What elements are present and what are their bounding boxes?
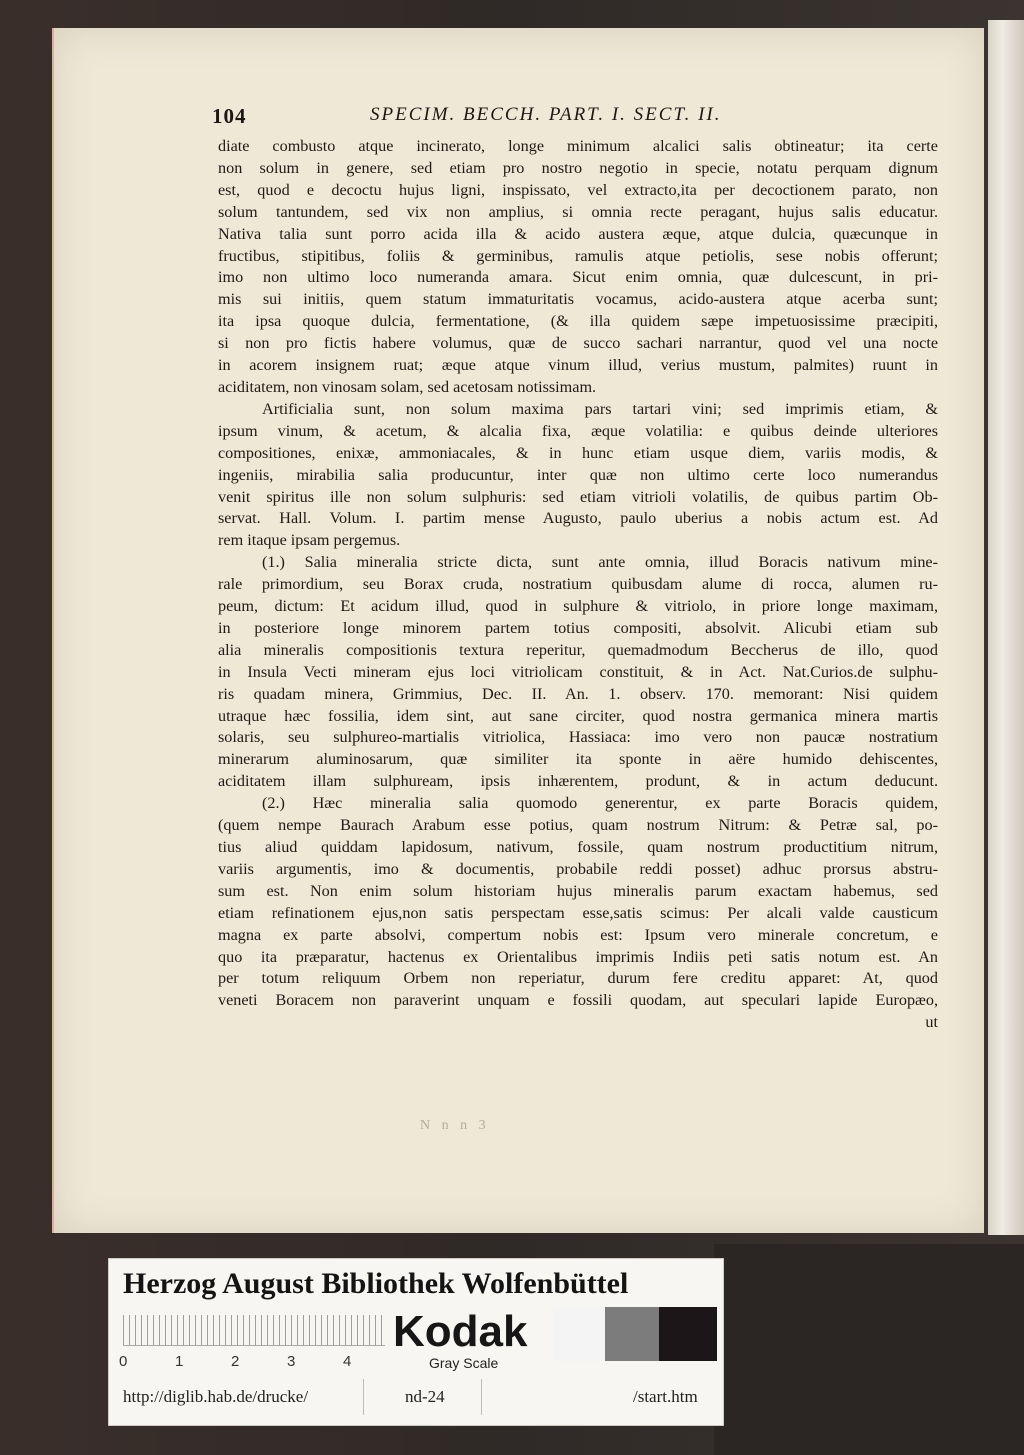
text-line: alia mineralis compositionis textura reperitur, quemadmodum Beccherus de illo, quod — [218, 640, 938, 659]
text-line: ingeniis, mirabilia salia producuntur, inter quæ non ultimo certe loco numerandus — [218, 465, 938, 484]
dark-margin — [714, 1244, 1024, 1455]
kodak-logo: Kodak — [393, 1307, 528, 1356]
text-line: per totum reliquum Orbem non reperiatur, durum fere creditu apparet: At, quod — [218, 969, 938, 988]
text-line: solaris, seu sulphureo-martialis vitriolica, Hassiaca: imo vero non paucæ nostratium — [218, 728, 938, 747]
text-line: utraque hæc fossilia, idem sint, aut sane circiter, quod nostra germanica minera martis — [218, 706, 938, 725]
text-line: magna ex parte absolvi, compertum nobis est: Ipsum vero minerale concretum, e — [218, 925, 938, 944]
page-number: 104 — [212, 104, 247, 128]
text-line: mis sui initiis, quem statum immaturitatis vocamus, acido-austera atque acerba sunt; — [218, 290, 938, 309]
library-name: Herzog August Bibliothek Wolfenbüttel — [123, 1267, 629, 1300]
text-line: etiam refinationem ejus,non satis perspectam esse,satis scimus: Per alcali valde causticum — [218, 903, 938, 922]
url-right: /start.htm — [633, 1387, 698, 1406]
gray-swatch-dark — [659, 1307, 717, 1361]
ruler-tick: 4 — [343, 1353, 352, 1370]
text-line: aciditatem, non vinosam solam, sed acetosam notissimam. — [218, 377, 597, 396]
text-line: (quem nempe Baurach Arabum esse potius, quam nostrum Nitrum: & Petræ sal, po- — [218, 816, 938, 835]
text-line: diate combusto atque incinerato, longe minimum alcalici salis obtineatur; ita certe — [218, 137, 938, 155]
text-line: fructibus, stipitibus, foliis & germinibus, ramulis atque petiolis, sese nobis offerunt; — [218, 246, 938, 265]
text-line: in Insula Vecti mineram ejus loci vitriolicam constituit, & in Act. Nat.Curios.de sulphu- — [218, 662, 938, 681]
text-line: sum est. Non enim solum historiam hujus mineralis parum exactam habemus, sed — [218, 881, 938, 900]
text-line: venit spiritus ille non solum sulphuris: sed etiam vitrioli volatilis, de quibus partim Ob- — [218, 487, 938, 506]
text-line: est, quod e decoctu hujus ligni, inspissato, vel extracto,ita per decoctionem parato, non — [218, 180, 938, 199]
text-line: Artificialia sunt, non solum maxima pars tartari vini; sed imprimis etiam, & — [262, 399, 938, 418]
scale-ruler — [123, 1315, 385, 1346]
text-line: peum, dictum: Et acidum illud, quod in sulphure & vitriolo, in priore longe maximam, — [218, 597, 938, 616]
text-line: (2.) Hæc mineralia salia quomodo generentur, ex parte Boracis quidem, — [262, 794, 938, 813]
text-line: quo ita præparatur, hactenus ex Orientalibus imprimis Indiis peti satis notum est. An — [218, 947, 938, 966]
text-line: variis argumentis, imo & documentis, probabile reddi posset) adhuc prorsus abstru- — [218, 859, 938, 878]
gray-swatch-light — [553, 1307, 605, 1361]
url-left: http://diglib.hab.de/drucke/ — [123, 1387, 309, 1406]
text-line: aciditatem illam sulphuream, ipsis inhærentem, produnt, & in actum deducunt. — [218, 772, 938, 791]
text-line: in acorem insignem ruat; æque atque vinum illud, verius mustum, palmites) ruunt in — [218, 356, 938, 375]
text-line: Nativa talia sunt porro acida illa & acido austera æque, atque dulcia, quæcunque in — [218, 224, 938, 243]
gray-scale-label: Gray Scale — [429, 1355, 499, 1371]
facing-page-edge — [988, 20, 1024, 1235]
text-line: ris quadam minera, Grimmius, Dec. II. An. 1. observ. 170. memorant: Nisi quidem — [218, 684, 938, 703]
catchword: ut — [925, 1013, 938, 1032]
separator — [481, 1379, 482, 1415]
text-line: rale primordium, seu Borax cruda, nostratium quibusdam alume di rocca, alumen ru- — [218, 575, 938, 594]
text-line: tius aliud quiddam lapidosum, nativum, fossile, quam nostrum productitium nitrum, — [218, 838, 938, 856]
text-line: non solum in genere, sed etiam pro nostro negotio in specie, notatu perquam dignum — [218, 158, 938, 177]
ruler-tick: 3 — [287, 1353, 296, 1370]
text-line: imo non ultimo loco numeranda amara. Sicut enim omnia, quæ dulcescunt, in pri- — [218, 268, 938, 287]
text-line: in posteriore longe minorem partem totius compositi, absolvit. Alicubi etiam sub — [218, 618, 938, 637]
text-line: compositiones, enixæ, ammoniacales, & in hunc etiam usque diem, variis modis, & — [218, 443, 938, 462]
gray-swatch-mid — [605, 1307, 659, 1361]
color-target-card — [108, 1258, 724, 1426]
text-line: rem itaque ipsam pergemus. — [218, 531, 401, 550]
ruler-tick: 1 — [175, 1353, 184, 1370]
text-line: veneti Boracem non paraverint unquam e fossili quodam, aut speculari lapide Europæo, — [218, 991, 938, 1010]
text-line: minerarum aluminosarum, quæ similiter ita sponte in aëre humido dehiscentes, — [218, 750, 938, 769]
signature-mark: N n n 3 — [420, 1118, 490, 1133]
ruler-tick: 2 — [231, 1353, 240, 1370]
body-text — [218, 136, 938, 1034]
url-mid: nd-24 — [405, 1387, 445, 1406]
text-line: (1.) Salia mineralia stricte dicta, sunt ante omnia, illud Boracis nativum mine- — [262, 553, 938, 572]
text-line: si non pro fictis habere volumus, quæ de succo sachari narrantur, quod vel una nocte — [218, 334, 938, 353]
text-line: solum tantundem, sed vix non amplius, si omnia recte peragant, hujus salis educatur. — [218, 202, 938, 221]
text-line: servat. Hall. Volum. I. partim mense Augusto, paulo uberius a nobis actum est. Ad — [218, 509, 938, 528]
text-line: ipsum vinum, & acetum, & alcalia fixa, æque volatilia: e quibus deinde ulteriores — [218, 421, 938, 440]
page-header — [212, 102, 952, 132]
ruler-ticks — [119, 1353, 369, 1373]
ruler-tick: 0 — [119, 1353, 128, 1370]
separator — [363, 1379, 364, 1415]
running-head: SPECIM. BECCH. PART. I. SECT. II. — [370, 104, 722, 125]
text-line: ita ipsa quoque dulcia, fermentatione, (& illa quidem sæpe impetuosissime præcipiti, — [218, 312, 938, 331]
